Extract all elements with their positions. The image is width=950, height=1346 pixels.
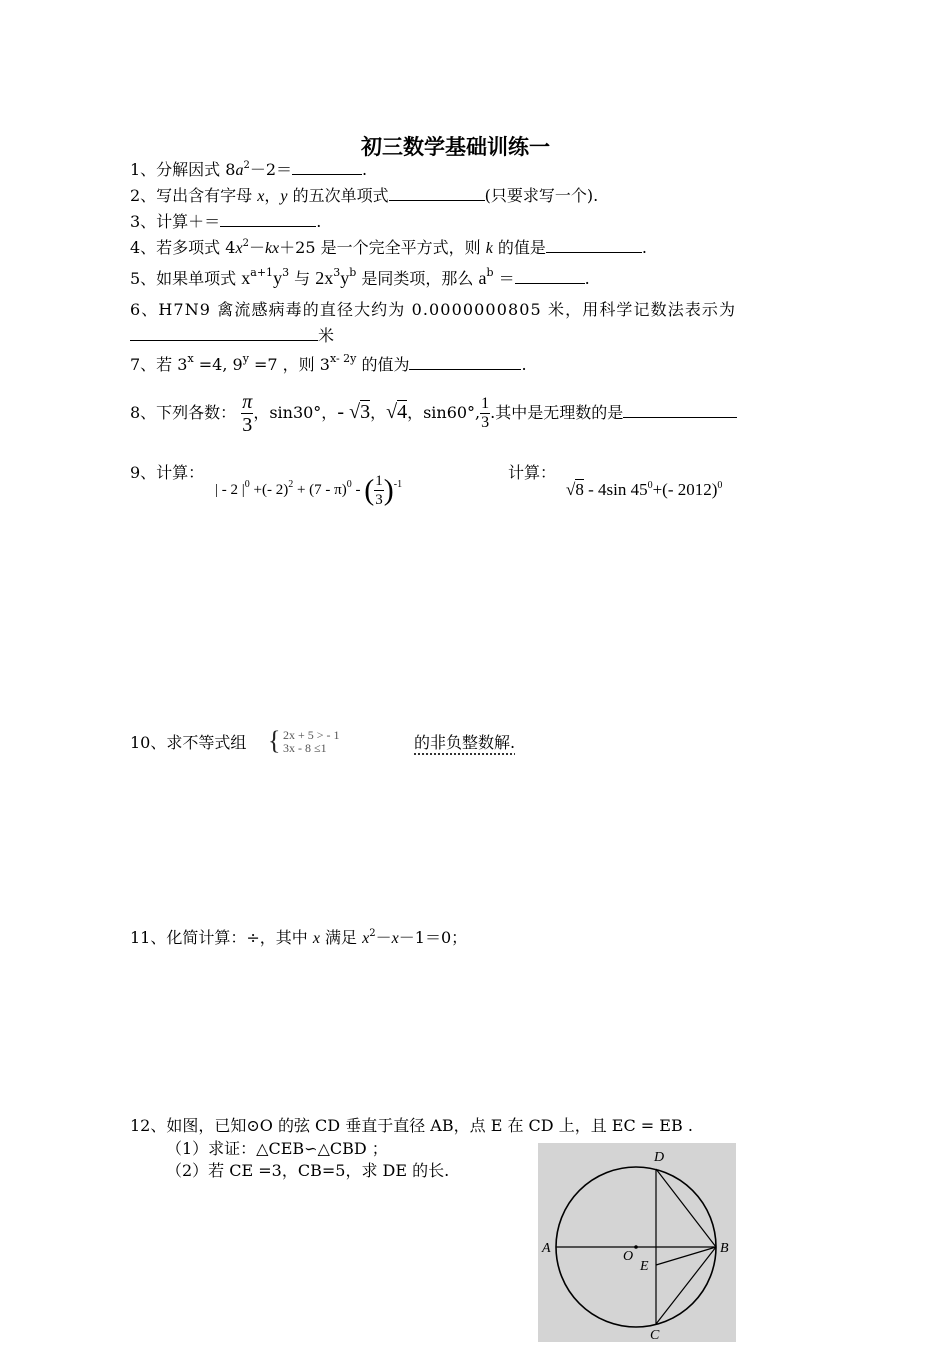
label-o: O — [623, 1249, 634, 1264]
inequality-1: 2x + 5 > - 1 — [283, 728, 340, 742]
inequality-2: 3x - 8 ≤1 — [283, 741, 327, 755]
question-7: 7、若 $3^x =4$, $9^y =7$ ，则 $3^{x- 2y}$ 的值为 . — [130, 352, 527, 374]
circle-diagram — [538, 1143, 736, 1342]
segment-db — [656, 1169, 716, 1247]
answer-blank-7[interactable] — [409, 354, 521, 370]
answer-blank-2[interactable] — [389, 185, 485, 201]
geometry-figure — [538, 1143, 736, 1342]
question-12-part-1: （1）求证：△CEB∽△CBD ； — [166, 1139, 388, 1158]
question-9-label: 9、计算： — [130, 463, 205, 482]
label-b: B — [720, 1241, 729, 1256]
segment-eb — [656, 1247, 716, 1265]
answer-blank-8[interactable] — [623, 402, 737, 418]
question-10-suffix: 的非负整数解. — [414, 733, 516, 752]
label-a: A — [542, 1241, 551, 1256]
question-12: 12、如图，已知⊙O 的弦 CD 垂直于直径 AB，点 E 在 CD 上，且 EC = EB . — [130, 1116, 693, 1135]
question-12-part-2: （2）若 CE =3，CB=5，求 DE 的长. — [166, 1161, 450, 1180]
question-3: 3、计算＋＝ . — [130, 212, 322, 231]
page-title: 初三数学基础训练一 — [361, 134, 550, 159]
question-4: 4、若多项式 $4x^2-kx+25$ 是一个完全平方式，则 k 的值是 . — [130, 238, 647, 257]
question-8: 8、下列各数： $\frac{\pi}{3}$ ，sin30°，- √3，√4，sin60°, $\frac{1}{3}$ .其中是无理数的是 — [130, 388, 737, 437]
question-9-expression-1: | - 2 $|^0$ +(- 2)$^2$ + (7 - π)$^0$ - ( $\frac{1}{3}$ )$^{-1}$ — [215, 473, 403, 509]
sqrt-4: √4 — [386, 401, 408, 423]
fraction-1-over-3: $\frac{1}{3}$ — [481, 395, 490, 431]
label-d: D — [654, 1150, 665, 1165]
answer-blank-5[interactable] — [515, 268, 585, 284]
question-6-answer: 米 — [130, 325, 334, 346]
center-point — [634, 1245, 638, 1249]
label-e: E — [640, 1259, 649, 1274]
label-c: C — [650, 1328, 660, 1342]
answer-blank-6[interactable] — [130, 325, 318, 341]
question-2: 2、写出含有字母 x，y 的五次单项式 (只要求写一个). — [130, 186, 599, 205]
question-9-label-2: 计算： — [508, 463, 557, 482]
question-11: 11、化简计算：÷，其中 x 满足 $x^2-x-1=0$； — [130, 928, 468, 947]
answer-blank-3[interactable] — [220, 211, 316, 227]
question-6: 6、H7N9 禽流感病毒的直径大约为 0.0000000805 米，用科学记数法表示为 — [130, 300, 737, 319]
fraction-pi-over-3: $\frac{\pi}{3}$ — [242, 391, 253, 436]
inequality-system: { — [268, 726, 281, 755]
answer-blank-4[interactable] — [546, 237, 642, 253]
sqrt-3: √3 — [349, 401, 371, 423]
question-10: 10、求不等式组 — [130, 733, 247, 752]
question-1: 1、分解因式 $8a^2-2=$ . — [130, 160, 368, 179]
question-5: 5、如果单项式 $x^{a+1}y^3$ 与 $2x^3y^b$ 是同类项，那么 $a^b$ ＝ . — [130, 266, 590, 288]
answer-blank-1[interactable] — [292, 159, 362, 175]
question-9-expression-2: √8 - 4sin $45^0+(-$ 2012)$^0$ — [566, 480, 723, 499]
